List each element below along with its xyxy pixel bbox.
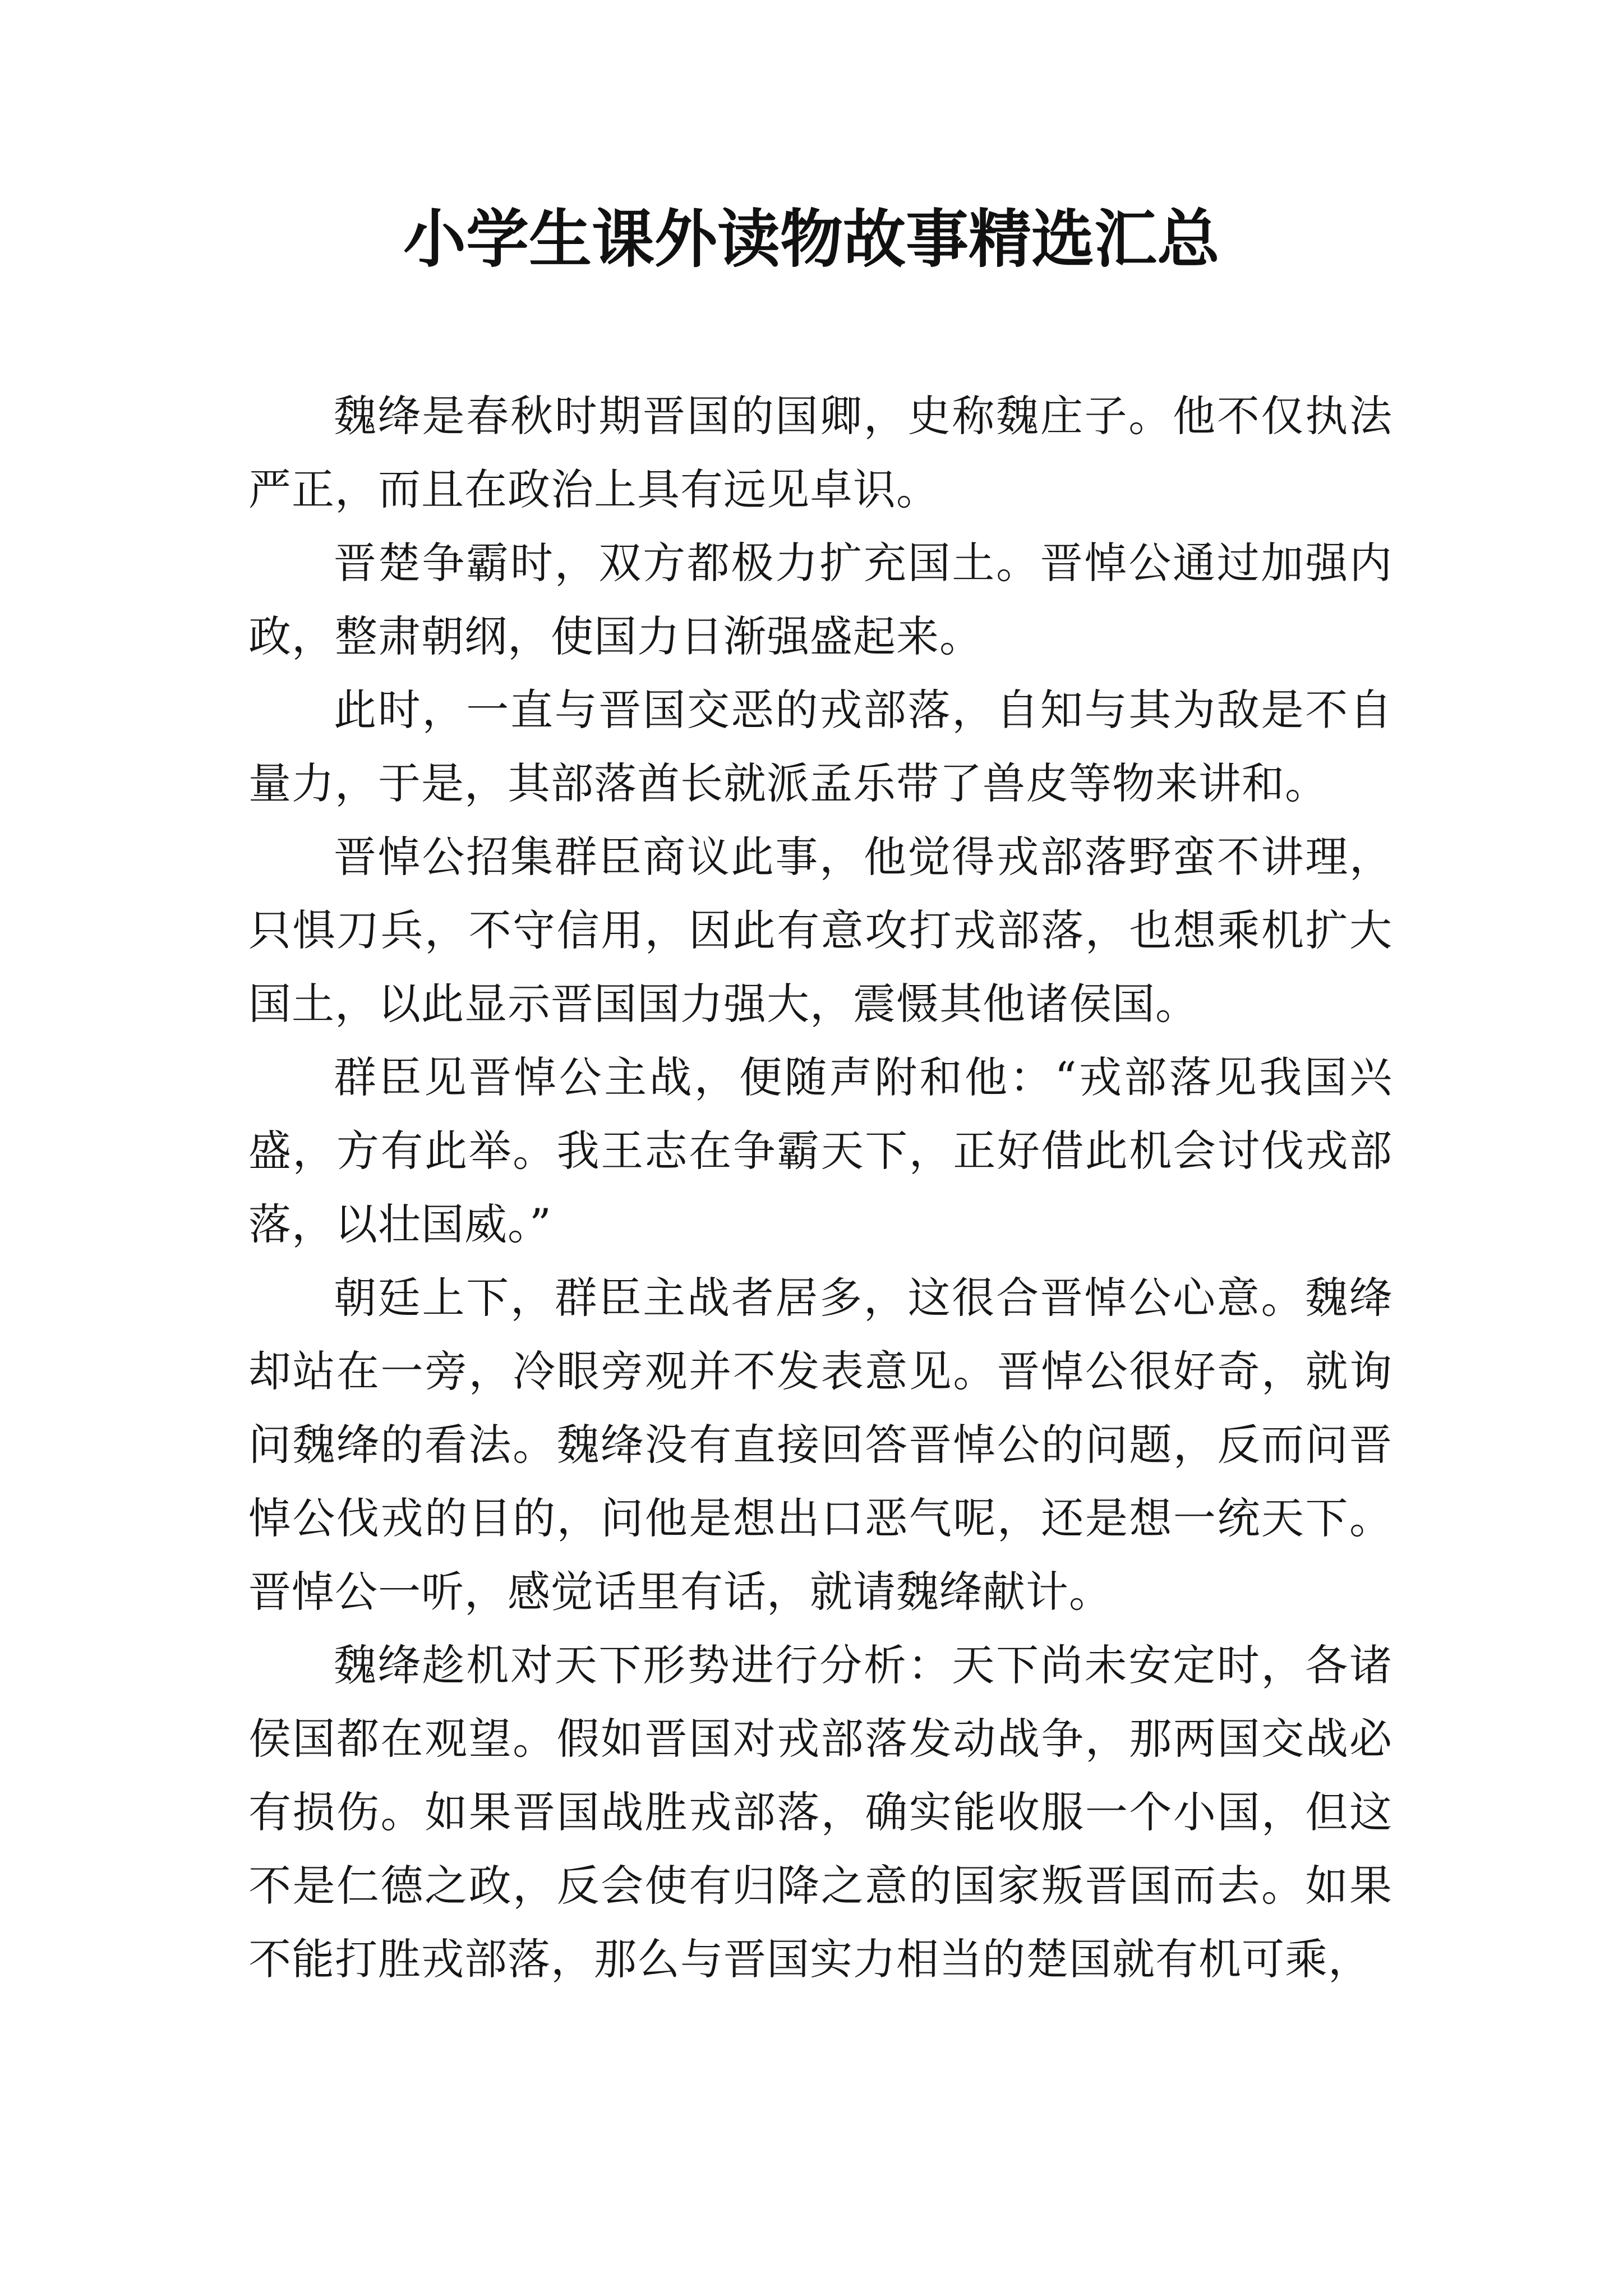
paragraph: 魏绛趁机对天下形势进行分析：天下尚未安定时，各诸侯国都在观望。假如晋国对戎部落发动战争，那两国交战必有损伤。如果晋国战胜戎部落，确实能收服一个小国，但这不是仁德之政，反会使有归降之意的国家叛晋国而去。如果不能打胜戎部落，那么与晋国实力相当的楚国就有机可乘， <box>248 1640 1393 1984</box>
paragraph: 朝廷上下，群臣主战者居多，这很合晋悼公心意。魏绛却站在一旁，冷眼旁观并不发表意见。晋悼公很好奇，就询问魏绛的看法。魏绛没有直接回答晋悼公的问题，反而问晋悼公伐戎的目的，问他是想出口恶气呢，还是想一统天下。晋悼公一听，感觉话里有话，就请魏绛献计。 <box>248 1273 1393 1617</box>
document-body <box>248 379 1393 1996</box>
paragraph: 晋楚争霸时，双方都极力扩充国土。晋悼公通过加强内政，整肃朝纲，使国力日渐强盛起来。 <box>248 538 1393 661</box>
document-title: 小学生课外读物故事精选汇总 <box>403 203 1220 276</box>
paragraph: 晋悼公招集群臣商议此事，他觉得戎部落野蛮不讲理，只惧刀兵，不守信用，因此有意攻打戎部落，也想乘机扩大国土，以此显示晋国国力强大，震慑其他诸侯国。 <box>248 832 1393 1029</box>
paragraph: 群臣见晋悼公主战，便随声附和他：“戎部落见我国兴盛，方有此举。我王志在争霸天下，正好借此机会讨伐戎部落，以壮国威。” <box>248 1052 1393 1249</box>
paragraph: 魏绛是春秋时期晋国的国卿，史称魏庄子。他不仅执法严正，而且在政治上具有远见卓识。 <box>248 391 1393 514</box>
paragraph: 此时，一直与晋国交恶的戎部落，自知与其为敌是不自量力，于是，其部落酋长就派孟乐带了兽皮等物来讲和。 <box>248 685 1393 808</box>
